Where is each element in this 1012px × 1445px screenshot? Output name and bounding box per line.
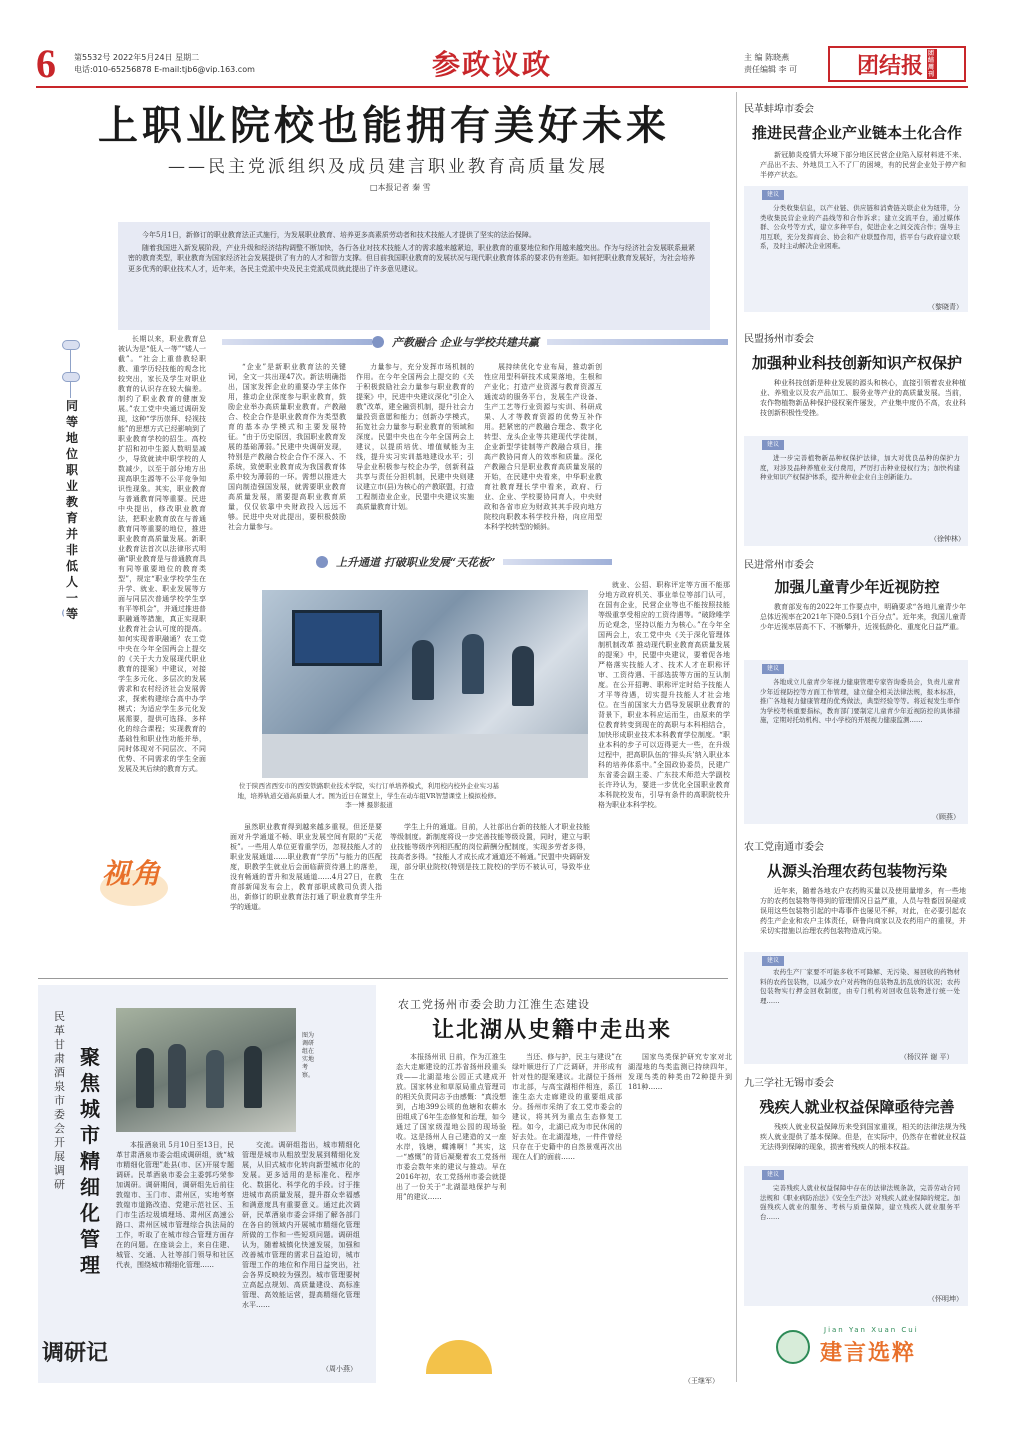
proposal-text: 新冠肺炎疫情大环境下部分地区民营企业陷入原材料进不来、产品出不去、外地员工入不了厂的困境，有的民营企业处于停产和半停产状态。 xyxy=(760,151,966,179)
proposal-title: 加强种业科技创新知识产权保护 xyxy=(751,354,962,372)
proposal-text: 教育部发布的2022年工作要点中，明确要求“各地儿童青少年总体近视率在2021年下降0.5到1个百分点”。近年来，我国儿童青少年近视率居高不下、不断攀升，近视低龄化、重度化日益严重。 xyxy=(760,603,966,631)
article-column xyxy=(118,334,206,858)
proposal-org: 农工党南通市委会 xyxy=(744,842,824,853)
advice-paragraph: 分类收集信息，以产业链、供应链和消费链关联企业为纽带，分类收集民营企业的产品线等和合作诉求；建立交流平台，通过媒体群、公众号等方式，建立多种平台，促进企业之间交流合作；强导主用互联，充分发挥商会、协会和产业联盟作用，搭平台与政府建立联系，及时主动解决企业困难。 xyxy=(760,204,960,250)
duty-editor: 责任编辑 李 可 xyxy=(744,65,798,74)
article-column xyxy=(628,1052,732,1372)
subhead-rule xyxy=(547,339,728,345)
column-text: 就业、公招、职称评定等方面不能那分地方政府机关、事业单位等部门认可，在国有企业，民营企业等也不能按照技能等级重享受相应的工资待遇等。“破除唯学历论观念，坚持以能力为核心。”在今年全国两会上，农工党中央《关于深化管理体制机制改革 推动现代职业教育高质量发展的提案》中，民盟中央建议，要着促各地严格落实技能人才、技术人才在职称评审、工资待遇、干部选拔等方面的互认制度。在公开招聘、职称评定时给予技能人才平等待遇，切实提升技能人才社会地位。在当前国家大力倡导发展职业教育的背景下，职业本科应运而生，由原来的学位教育转变到现在的高职与本科相结合，加快形成职业技术本科教育学位制度。“职业本科的步子可以迈得更大一些，在升级过程中，把高职队伍的‘排头兵’纳入职业本科的培养体系中。”全国政协委员，民建广东省委会副主委、广东技术师范大学副校长许玲认为，要进一步优化全国职业教育本科院校发布，引导有条件的高职院校升格为职业本科学校。 xyxy=(598,581,730,809)
promo-label: 建言选粹 xyxy=(820,1340,917,1366)
column-logo: 调研记 xyxy=(42,1340,109,1366)
photo-figure xyxy=(244,1046,262,1108)
proposal-author: （怀明坤） xyxy=(928,1295,963,1303)
column-text: 学生上升的通道。目前，人社部出台新的技能人才职业技能等级制度。新制度将设一步完善技能等级设置，同时，建立与职业技能等级序列相匹配的岗位薪酬分配制度，实现多劳者多得，技高者多得。“技能人才成长成才通道还不畅通。”民盟中央调研发现，部分职业院校(特别是技工院校)的学历不被认可，导致毕业生在 xyxy=(390,823,590,881)
photo-caption: 位于陕西省西安市的西安铁路职业技术学院，实行订单培养模式，利用校内校外企业实习基地，培养轨道交通高质量人才。图为近日在课堂上，学生在动车组VR智慧课堂上模拟检修。 李一博 摄影报道 xyxy=(237,782,501,809)
column-text: 当还、修与护，民主与建设”在绿叶顺进行了广泛调研，并形成有针对性的提案建议。北湖位于扬州市北部，与高宝湖相伴相连，系江淮生态大走廊建设的重要组成部分。扬州市采纳了农工党市委会的建议，将其列为重点生态修复工程。如今，北湖已成为市民休闲的好去处。在北湖湿地，一件件曾经只存在于史籍中的自然景观再次出现在人们的面前…… xyxy=(512,1053,622,1161)
section-title: 参政议政 xyxy=(432,48,553,81)
issue-date: 第5532号 2022年5月24日 星期二 xyxy=(74,53,200,62)
subhead-rule xyxy=(503,559,612,565)
advice-paragraph: 农药生产厂家要不可能多收不可降解、无污染、易回收的药物材料的农药包装物，以减少农户对药物的包装物乱扔乱放的状况；农药包装物实行押金回收制度，由专门机构对回收包装物进行统一处理…… xyxy=(760,968,960,1005)
advice-text xyxy=(760,968,960,1052)
subhead-rule xyxy=(222,339,372,345)
paper-name: 团结报 xyxy=(856,52,923,79)
column-text: 本报酒泉讯 5月10日至13日，民革甘肃酒泉市委会组成调研组，就“城市精细化管理”赴县(市、区)开展专题调研。民革酒泉市委会主委郭巧荣参加调研。调研期间，调研组先后前往敦煌市、玉门市、肃州区，实地考察敦煌市道路改造、党建示范社区、玉门市生活垃圾填埋场、肃州区高速公路口、肃州区城市管理综合执法局的工作，听取了在城市综合管理方面存在的问题。在座谈会上，来自住建、城管、交通、人社等部门领导和社区代表，围绕城市精细化管理…… xyxy=(116,1141,234,1269)
news-photo xyxy=(262,590,588,778)
advice-badge: 建议 xyxy=(762,1170,784,1180)
article-column xyxy=(116,1140,234,1370)
side-vertical-title: 同等地位 职业教育并非低人一等 xyxy=(65,399,78,621)
proposal-body xyxy=(760,1122,966,1162)
proposal-title: 加强儿童青少年近视防控 xyxy=(774,578,940,596)
column-divider xyxy=(736,92,737,1382)
column-text: 国家鸟类保护研究专家对北湖湿地的鸟类监测已持续四年，发现鸟类的种类由72种提升到181种…… xyxy=(628,1053,732,1091)
subhead-bar xyxy=(222,332,728,352)
proposal-org: 民革蚌埠市委会 xyxy=(744,104,814,115)
column-text: 展持续优化专业布局，推动新创性应用型科研技术成果落地，生根和产业化；打造产业资源与教育资源互通流动的服务平台，发展生产设备、生产工艺等行业资源与实训、科研成果、人才等教育资源的优势互补作用。把紧密的产教融合理念、数字化转型、龙头企业等共建现代学徒制，企业新型学徒制等产教融合项目，推高产教协同育人的效率和质量。深化产教融合只是职业教育高质量发展的开始，在民建中央看来，中华职业教育社教育理长学中看来，政府、行业、企业、学校要协同育人，中央财政和各省市应为财政其其手段向地方院校向职教本科学校升格，向应用型本科学校转型的倾斜。 xyxy=(484,363,602,531)
proposal-author: （顾燕） xyxy=(932,813,960,821)
research-org: 民革甘肃酒泉市委会开展调研 xyxy=(54,1010,65,1191)
column-text: 力量参与，充分发挥市场机制的作用。在今年全国两会上提交的《关于积极鼓励社会力量参与职业教育的提案》中，民进中央建议深化“引企入教”改革，建全融资机制，提升社会力量投资意愿和能力；创新办学模式，拓宽社会力量参与职业教育的领域和深度。民盟中央也在今年全国两会上建议，以提质培优、增值赋能为主线，提升实习实训基地建设水平；引导企业积极参与校企办学，创新利益共享与责任分担机制，民建中央则建议建立市(县)为核心的产教联盟，打造工程制造业企业，民盟中央建议实施高质量教育计划。 xyxy=(356,363,474,511)
article-column xyxy=(356,362,474,540)
article-headline: 让北湖从史籍中走出来 xyxy=(432,1017,673,1043)
paper-tag: 团结周刊 xyxy=(927,49,937,79)
main-subheadline: ——民主党派组织及成员建言职业教育高质量发展 xyxy=(168,157,608,177)
subhead-label: 产教融合 企业与学校共建共赢 xyxy=(392,336,539,349)
article-column xyxy=(484,362,602,540)
proposal-title: 残疾人就业权益保障亟待完善 xyxy=(759,1098,955,1116)
proposal-text: 近年来，随着各地农户农药购买量以及使用量增多，有一些地方的农药包装物等得到的管理情况日益严重，人员与牲畜因误碰或误用这些包装物引起的中毒事件也屡见不鲜，对此，在必要引起农药生产企业和农户主体责任，研鲁向商家以及农药用户的重视，并采切实措施以治理农药包装物造成污染。 xyxy=(760,887,966,935)
column-text: 长期以来，职业教育总被认为是“低人一等”“矮人一截”。“社会上重普教轻职教、重学历轻技能的观念比较突出，家长及学生对职业教育的认识存在较大偏差。制约了职业教育的健康发展。”农工党中央通过调研发现，这种“学历崇拜、轻视技能”的思想方式已经影响到了职业教育学校的招生。高校扩招和初中生源人数明显减少，导致就读中职学校的人数减少，以至于部分地方出现高职生源等不公平竞争知识性现象。其实，职业教育与普通教育同等重要。民进中央提出，修改职业教育法，把职业教育放在与普通教育同等重要的地位，推进职业教育高质量发展。新职业教育法首次以法律形式明确“职业教育是与普通教育具有同等重要地位的教育类型”，规定“职业学校学生在升学、就业、职业发展等方面与同层次普通学校学生享有平等机会”，并通过推进普职融通等措施，真正实现职业教育社会认可度的提高。如何实现普职融通？农工党中央在今年全国两会上提交的《关于大力发展现代职业教育的提案》中建议，对接学生多元化、多层次的发展需求和农村经济社会发展需求，探索构建综合高中办学模式；为适应学生多元化发展需要，提供可选择、多样化的综合课程；实现教育的基础性和职业性功能并举，同时体现对不同层次、不同优势、不同需求的学生全面发展及其后续的教育方式。 xyxy=(118,335,206,773)
proposal-body xyxy=(760,602,966,654)
lead-box xyxy=(118,222,710,330)
article-column xyxy=(390,822,590,926)
column-text: “企业”是新职业教育法的关键词，全文一共出现47次。新法明确指出，国家发挥企业的重要办学主体作用，推动企业深度参与职业教育，鼓励企业举办高质量职业教育。产教融合、校企合作是职业教育作为类型教育的基本办学模式和主要发展特征。“由于历史原因，我国职业教育发展的基础薄弱。”民建中央调研发现，特别是产教融合校企合作不深入、不系统，致使职业教育成为我国教育体系中较为薄弱的一环。需想以推进大国向制造强国发展，就需要职业教育高质量发展，需要提高职业教育质量，仅仅依靠中央财政投入远远不够。民进中央对此提出，要积极鼓励社会力量参与。 xyxy=(228,363,346,531)
photo-desk xyxy=(262,734,588,778)
proposal-author: （徐钟林） xyxy=(930,535,965,543)
emblem-icon xyxy=(426,1340,492,1374)
advice-text xyxy=(760,1184,960,1290)
side-dot xyxy=(62,372,80,382)
main-headline: 上职业院校也能拥有美好未来 xyxy=(98,102,670,149)
proposal-body xyxy=(760,378,966,434)
photo-figure xyxy=(512,646,534,706)
proposal-author: （杨汉祥 谢 平） xyxy=(900,1053,954,1061)
proposal-text: 种业科技创新是种业发展的源头和核心，直接引领着农业种植业、养殖业以及农产品加工、服务业等产业的高质量发展。当前，农作物植物新品种保护侵权案件屡发，产业集中度仍不高，农业科技创新积极性受挫。 xyxy=(760,379,966,417)
research-photo xyxy=(116,1008,296,1132)
advice-text xyxy=(760,678,960,808)
advice-badge: 建议 xyxy=(762,440,784,450)
proposal-author: （黎晓青） xyxy=(928,303,963,311)
advice-text xyxy=(760,454,960,534)
photo-screen xyxy=(292,610,382,666)
article-column xyxy=(242,1140,360,1364)
editor-info xyxy=(744,52,797,76)
article-column xyxy=(512,1052,622,1342)
column-text: 交流。调研组指出，城市精细化管理是城市从粗放型发展到精细化发展，从旧式城市化转向新型城市化的发展。更多适用的是标准化、程序化、数据化、科学化的手段。讨于推进城市高质量发展，提升群众幸福感和满意度具有重要意义。通过此次调研，民革酒泉市委会详细了解各部门在各自的领域内开展城市精细化管理所做的工作和一些短项问题。调研组认为，随着城镇化快速发展，加强和改善城市管理的需求日益迫切，城市管理工作的地位和作用日益突出，社会各界反映较为强烈。城市管理要树立高起点规划、高质量建设、高标准管理、高效能运营，提高精细化管理水平…… xyxy=(242,1141,360,1309)
photo-figure xyxy=(412,640,434,700)
proposal-title: 推进民营企业产业链本土化合作 xyxy=(751,124,962,142)
photo-figure xyxy=(206,1050,224,1108)
lead-paragraph: 随着我国进入新发展阶段，产业升级和经济结构调整不断加快，各行各业对技术技能人才的需求越来越紧迫，职业教育的重要地位和作用越来越突出。作为与经济社会发展联系最紧密的教育类型，职业教育为国家经济社会发展提供了有力的人才和智力支撑。但目前我国职业教育的发展状况与现代职业教育体系的要求仍有差距。如何把职业教育发展好，为社会培养更多优秀的职业技术人才，近年来，各民主党派中央及民主党派成员就此提出了许多意见建议。 xyxy=(128,243,695,273)
promo-pinyin: Jian Yan Xuan Cui xyxy=(824,1326,919,1334)
advice-badge: 建议 xyxy=(762,664,784,674)
article-author: （王继军） xyxy=(684,1377,719,1385)
chief-editor: 主 编 陈晓燕 xyxy=(744,53,790,62)
column-text: 本报扬州讯 日前，作为江淮生态大走廊建设的江苏省扬州段重头戏——北湖湿地公园正式建成开放。国家林业和草原局重点管理司的相关负责同志予由感慨：“真没想到，占地399公顷的鱼塘和农耕水田组成了6年生态修复和治理，如今通过了国家级湿地公园的现场验收。这是扬州人自己建造的又一座水岸，钱塘，蝶滩啊！”其实，这一“感慨”的背后凝聚着农工党扬州市委会数年来的建议与推动。早在2016年初，农工党扬州市委会就提出了一份关于“北湖湿地保护与利用”的建议…… xyxy=(396,1053,506,1201)
advice-paragraph: 完善残疾人就业权益保障中存在的法律法规条款，完善劳动合同法规和《职业病防治法》《安全生产法》对残疾人就业保障的规定。加强残疾人就业的服务、考核与质量保障，建立残疾人就业服务平台…… xyxy=(760,1184,960,1221)
proposal-title: 从源头治理农药包装物污染 xyxy=(766,862,947,880)
article-column xyxy=(230,822,382,926)
photo-figure xyxy=(168,1044,186,1108)
proposal-body xyxy=(760,150,966,182)
paper-logo xyxy=(828,46,966,82)
article-kicker: 农工党扬州市委会助力江淮生态建设 xyxy=(398,998,590,1011)
lead-paragraph: 今年5月1日，新修订的职业教育法正式施行，为发展职业教育、培养更多高素质劳动者和技术技能人才提供了坚实的法治保障。 xyxy=(142,231,536,239)
advice-text xyxy=(760,204,960,304)
issue-info xyxy=(74,52,255,76)
proposal-org: 民盟扬州市委会 xyxy=(744,334,814,345)
subhead-label: 上升通道 打破职业发展“天花板” xyxy=(336,556,496,569)
section-divider xyxy=(38,978,728,979)
article-column xyxy=(228,362,346,540)
proposal-body xyxy=(760,886,966,948)
side-dot xyxy=(62,340,80,350)
proposal-text: 残疾人就业权益保障历来受到国家重视，相关的法律法规为残疾人就业提供了基本保障。但是，在实际中，仍然存在着就业权益无法得到保障的现象，损害着残疾人的根本权益。 xyxy=(760,1123,966,1151)
research-title: 聚焦城市精细化管理 xyxy=(80,1045,100,1277)
article-author: （周小燕） xyxy=(322,1365,357,1373)
page-number: 6 xyxy=(36,41,56,86)
advice-badge: 建议 xyxy=(762,956,784,966)
column-text: 虽然职业教育得到越来越多重视，但还是要面对升学通道不畅、职业发展空间有限的“天花板”。一些用人单位更看重学历，忽视技能人才的职业发展通道……职业教育“学历”与能力的匹配度，职教学生就业后会面临薪资待遇上的落差，没有畅通的晋升和发展通道……4月27日，在教育部新闻发布会上，教育部职成教司负责人指出，新修订的职业教育法打通了职业教育学生升学的通道。 xyxy=(230,823,382,911)
subhead-dot xyxy=(372,336,384,348)
article-column xyxy=(396,1052,506,1342)
article-column xyxy=(598,580,730,1000)
advice-badge: 建议 xyxy=(762,190,784,200)
photo-figure xyxy=(136,1048,154,1108)
proposal-org: 九三学社无锡市委会 xyxy=(744,1078,834,1089)
subhead-bar xyxy=(316,552,612,572)
viewpoint-logo-text: 视角 xyxy=(102,857,163,890)
research-photo-caption: 图为调研组在实地考察。 xyxy=(302,1032,315,1079)
advice-paragraph: 进一步完善植物新品种权保护法律，加大对优良品种的保护力度，对涉及品种养殖业支付费用，严厉打击种业侵权行为；加快构建种业知识产权保护体系，提升种业企业自主创新能力。 xyxy=(760,454,960,481)
proposal-org: 民进常州市委会 xyxy=(744,560,814,571)
promo-icon xyxy=(776,1330,810,1364)
promo-logo xyxy=(776,1328,960,1366)
photo-figure xyxy=(462,634,484,694)
contact-info: 电话:010-65256878 E-mail:tjb6@vip.163.com xyxy=(74,65,255,74)
header-rule xyxy=(36,86,968,88)
advice-paragraph: 各地成立儿童青少年视力健康管理专家咨询委员会，负责儿童青少年近视防控等方面工作管理，建立健全相关法律法规，报本标准，推广各地视力健康管理的优秀做法，典型经验等等。将近视发生率作为学校考核重要指标，教育部门要制定儿童青少年近视防控的具体措施，定期对托幼机构、中小学校的开展视力健康监测…… xyxy=(760,678,960,724)
subhead-dot xyxy=(316,556,328,568)
viewpoint-logo xyxy=(96,848,172,912)
byline: □本报记者 秦 雪 xyxy=(370,183,431,192)
